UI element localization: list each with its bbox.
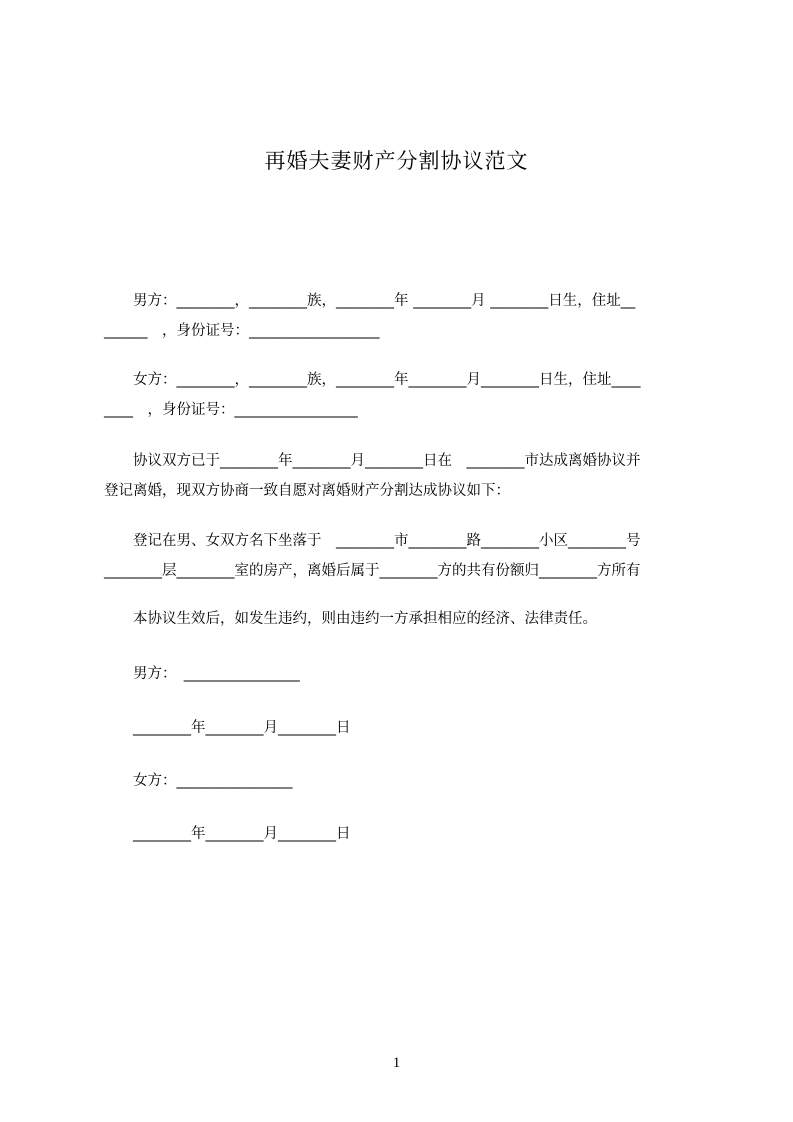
husband-signature-line — [104, 659, 704, 689]
husband-date-text: ________年________月________日 — [104, 720, 351, 736]
liability-clause-paragraph — [104, 604, 704, 634]
property-clause-line-1: 登记在男、女双方名下坐落于 ________市________路________小区________号 — [104, 533, 641, 549]
wife-signature-text: 女方：________________ — [104, 773, 293, 789]
husband-date-line — [104, 713, 704, 743]
agreement-intro-line-1: 协议双方已于________年________月________日在 ________市达成离婚协议并 — [104, 453, 641, 469]
husband-info-paragraph — [104, 286, 704, 346]
wife-signature-line — [104, 766, 704, 796]
husband-info-line-2: ______ ，身份证号：__________________ — [104, 323, 380, 339]
wife-info-paragraph — [104, 365, 704, 425]
agreement-intro-line-2: 登记离婚，现双方协商一致自愿对离婚财产分割达成协议如下： — [104, 483, 510, 499]
wife-date-line — [104, 819, 704, 849]
agreement-intro-paragraph — [104, 446, 704, 506]
wife-info-line-1: 女方：________，________族，________年________月________日生，住址____ — [104, 372, 641, 388]
property-clause-paragraph — [104, 526, 704, 586]
page-number: 1 — [392, 1055, 401, 1071]
husband-info-line-1: 男方：________，________族，________年 ________月 ________日生，住址__ — [104, 293, 636, 309]
wife-info-line-2: ____ ，身份证号：_________________ — [104, 402, 358, 418]
husband-signature-text: 男方： ________________ — [104, 666, 300, 682]
document-title: 再婚夫妻财产分割协议范文 — [264, 149, 529, 173]
wife-date-text: ________年________月________日 — [104, 826, 351, 842]
property-clause-line-2: ________层________室的房产，离婚后属于________方的共有份额归________方所有 — [104, 563, 641, 579]
liability-clause-line: 本协议生效后，如发生违约，则由违约一方承担相应的经济、法律责任。 — [104, 611, 597, 627]
